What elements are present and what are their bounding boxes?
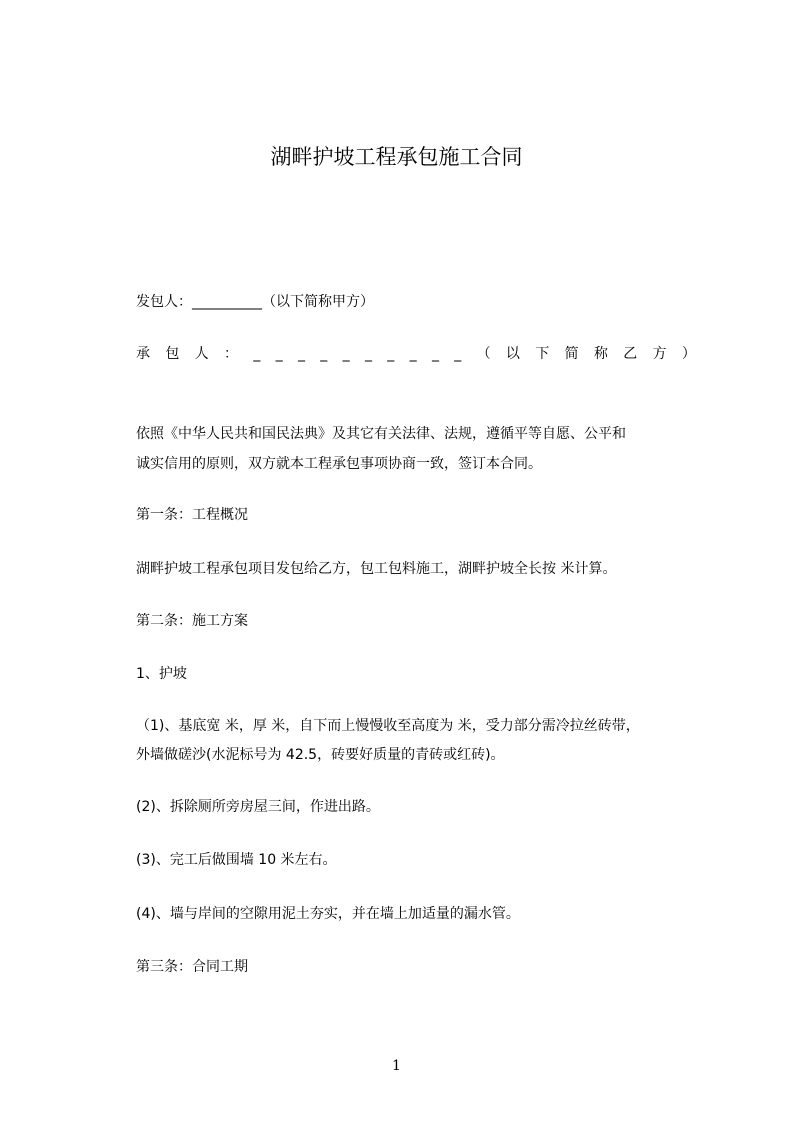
contractor-char: _ (364, 346, 372, 362)
contractor-char: 简 (564, 346, 579, 362)
article1-text: 湖畔护坡工程承包项目发包给乙方，包工包料施工，湖畔护坡全长按 米计算。 (136, 561, 617, 577)
contractor-char: _ (253, 346, 261, 362)
intro-paragraph-line2: 诚实信用的原则，双方就本工程承包事项协商一致，签订本合同。 (136, 456, 542, 472)
item1-heading: 1、护坡 (136, 666, 187, 682)
item1-paragraph4: (4)、墙与岸间的空隙用泥土夯实，并在墙上加适量的漏水管。 (136, 906, 520, 922)
contractor-char: _ (454, 346, 462, 362)
contractor-char: _ (275, 346, 283, 362)
contractor-char: _ (320, 346, 328, 362)
contract-title: 湖畔护坡工程承包施工合同 (270, 145, 523, 169)
contractor-char: 下 (535, 346, 550, 362)
contractor-char: （ (476, 346, 491, 362)
item1-paragraph1-line2: 外墙做磋沙(水泥标号为 42.5，砖要好质量的青砖或红砖)。 (136, 747, 505, 763)
contractor-line (136, 344, 696, 364)
item1-paragraph3: (3)、完工后做围墙 10 米左右。 (136, 852, 337, 868)
article3-heading: 第三条：合同工期 (136, 959, 248, 975)
employer-line: 发包人：__________（以下简称甲方） (136, 294, 374, 310)
article1-heading: 第一条：工程概况 (136, 507, 248, 523)
contractor-char: 方 (652, 346, 667, 362)
contractor-char: ： (223, 346, 238, 362)
contractor-char: 称 (593, 346, 608, 362)
contractor-char: _ (387, 346, 395, 362)
contractor-char: _ (431, 346, 439, 362)
page-number: 1 (392, 1058, 401, 1074)
contractor-char: 乙 (623, 346, 638, 362)
contractor-char: 包 (165, 346, 180, 362)
contractor-char: 人 (194, 346, 209, 362)
contractor-char: ） (681, 346, 696, 362)
item1-paragraph1-line1: （1)、基底宽 米，厚 米，自下而上慢慢收至高度为 米，受力部分需冷拉丝砖带， (136, 718, 640, 734)
item1-paragraph2: (2)、拆除厕所旁房屋三间，作进出路。 (136, 799, 380, 815)
contractor-char: 以 (505, 346, 520, 362)
contractor-char: _ (342, 346, 350, 362)
contractor-char: _ (297, 346, 305, 362)
contractor-char: _ (409, 346, 417, 362)
intro-paragraph-line1: 依照《中华人民共和国民法典》及其它有关法律、法规，遵循平等自愿、公平和 (136, 426, 626, 442)
article2-heading: 第二条：施工方案 (136, 613, 248, 629)
contractor-char: 承 (136, 346, 150, 362)
